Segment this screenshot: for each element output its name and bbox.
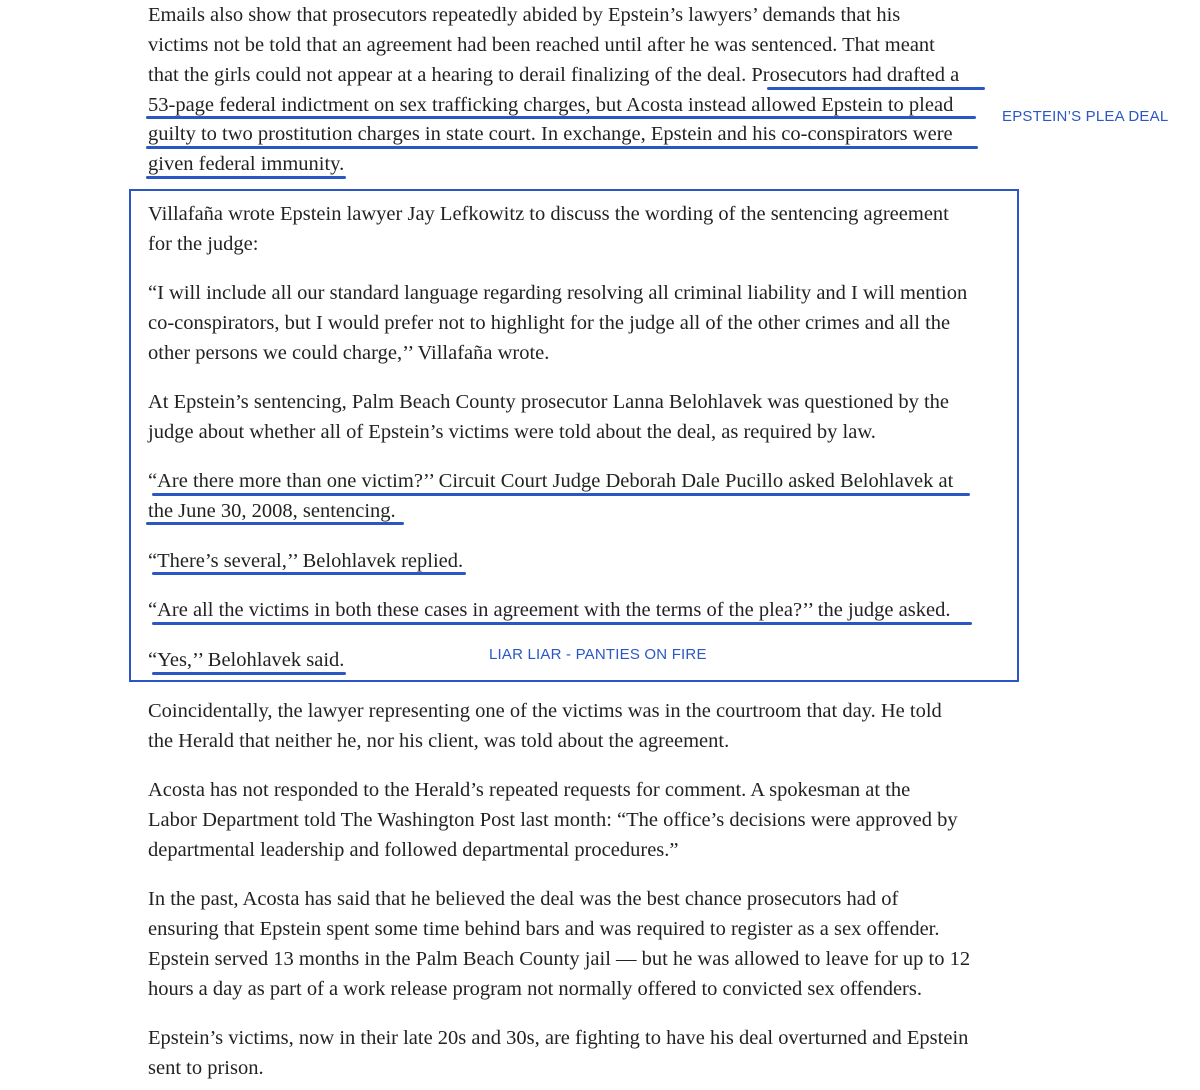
- article-line: guilty to two prostitution charges in state court. In exchange, Epstein and his co-conspirators were: [148, 123, 953, 145]
- article-line: victims not be told that an agreement had been reached until after he was sentenced. That meant: [148, 34, 935, 56]
- article-line: “Yes,’’ Belohlavek said.: [148, 649, 345, 671]
- annotation-underline: [146, 116, 976, 119]
- article-line: 53-page federal indictment on sex trafficking charges, but Acosta instead allowed Epstein to plead: [148, 94, 954, 116]
- annotation-underline: [767, 87, 985, 90]
- article-line: for the judge:: [148, 233, 259, 255]
- annotation-underline: [152, 672, 346, 675]
- article-line: ensuring that Epstein spent some time behind bars and was required to register as a sex offender.: [148, 918, 940, 940]
- article-line: other persons we could charge,’’ Villafaña wrote.: [148, 342, 550, 364]
- article-line: Emails also show that prosecutors repeatedly abided by Epstein’s lawyers’ demands that his: [148, 4, 901, 26]
- article-line: “I will include all our standard language regarding resolving all criminal liability and I will mention: [148, 282, 968, 304]
- liar-annotation: LIAR LIAR - PANTIES ON FIRE: [489, 646, 707, 663]
- annotation-underline: [152, 572, 466, 575]
- annotation-underline: [152, 622, 972, 625]
- article-line: hours a day as part of a work release program not normally offered to convicted sex offenders.: [148, 978, 922, 1000]
- article-line: that the girls could not appear at a hearing to derail finalizing of the deal. Prosecutors had drafted a: [148, 64, 960, 86]
- article-line: Villafaña wrote Epstein lawyer Jay Lefkowitz to discuss the wording of the sentencing agreement: [148, 203, 949, 225]
- article-line: Epstein served 13 months in the Palm Beach County jail — but he was allowed to leave for up to 12: [148, 948, 971, 970]
- article-line: Coincidentally, the lawyer representing one of the victims was in the courtroom that day. He told: [148, 700, 942, 722]
- plea-deal-annotation: EPSTEIN’S PLEA DEAL: [1002, 108, 1169, 125]
- article-line: co-conspirators, but I would prefer not to highlight for the judge all of the other crimes and all the: [148, 312, 951, 334]
- article-line: given federal immunity.: [148, 153, 345, 175]
- article-line: the Herald that neither he, nor his client, was told about the agreement.: [148, 730, 730, 752]
- article-line: “Are there more than one victim?’’ Circuit Court Judge Deborah Dale Pucillo asked Belohlavek at: [148, 470, 954, 492]
- annotation-underline: [146, 146, 978, 149]
- article-line: Epstein’s victims, now in their late 20s and 30s, are fighting to have his deal overturned and Epstein: [148, 1027, 969, 1049]
- article-line: “Are all the victims in both these cases in agreement with the terms of the plea?’’ the judge asked.: [148, 599, 951, 621]
- annotation-underline: [146, 176, 346, 179]
- article-line: “There’s several,’’ Belohlavek replied.: [148, 550, 464, 572]
- article-line: Acosta has not responded to the Herald’s repeated requests for comment. A spokesman at the: [148, 779, 911, 801]
- article-line: At Epstein’s sentencing, Palm Beach County prosecutor Lanna Belohlavek was questioned by the: [148, 391, 950, 413]
- annotation-underline: [146, 522, 404, 525]
- article-line: sent to prison.: [148, 1057, 264, 1079]
- annotation-underline: [152, 493, 970, 496]
- article-line: In the past, Acosta has said that he believed the deal was the best chance prosecutors had of: [148, 888, 899, 910]
- article-line: judge about whether all of Epstein’s victims were told about the deal, as required by law.: [148, 421, 876, 443]
- article-line: Labor Department told The Washington Post last month: “The office’s decisions were approved by: [148, 809, 958, 831]
- article-line: the June 30, 2008, sentencing.: [148, 500, 396, 522]
- article-line: departmental leadership and followed departmental procedures.”: [148, 839, 679, 861]
